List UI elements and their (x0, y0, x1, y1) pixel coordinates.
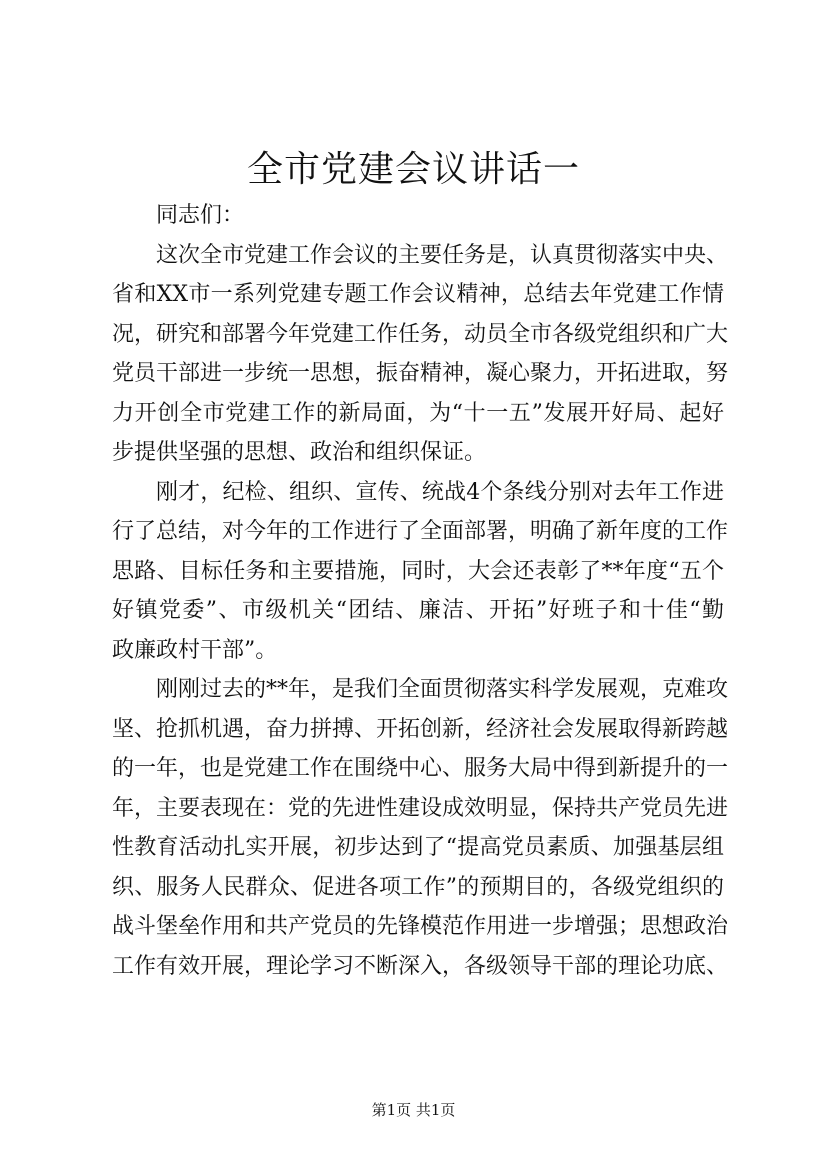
paragraph-line: 力开创全市党建工作的新局面，为“十一五”发展开好局、起好 (112, 400, 724, 426)
paragraph-line: 行了总结，对今年的工作进行了全面部署，明确了新年度的工作 (112, 519, 729, 544)
paragraph-line: 政廉政村干部”。 (112, 637, 278, 663)
paragraph-line: 步提供坚强的思想、政治和组织保证。 (112, 440, 487, 465)
document-body (112, 196, 729, 986)
paragraph-line: 况，研究和部署今年党建工作任务，动员全市各级党组织和广大 (112, 321, 729, 347)
salutation-line: 同志们： (156, 203, 245, 228)
paragraph-line: 党员干部进一步统一思想，振奋精神，凝心聚力，开拓进取，努 (112, 361, 729, 386)
document-title: 全市党建会议讲话一 (246, 149, 580, 190)
paragraph-line: 战斗堡垒作用和共产党员的先锋模范作用进一步增强；思想政治 (112, 914, 729, 939)
paragraph-line: 性教育活动扎实开展，初步达到了“提高党员素质、加强基层组 (112, 835, 724, 860)
paragraph-line: 刚刚过去的**年，是我们全面贯彻落实科学发展观，克难攻 (156, 677, 729, 702)
page-footer: 第1页 共1页 (371, 1101, 456, 1119)
paragraph-line: 年，主要表现在：党的先进性建设成效明显，保持共产党员先进 (112, 795, 729, 821)
paragraph-line: 刚才，纪检、组织、宣传、统战4个条线分别对去年工作进 (156, 479, 724, 505)
paragraph-line: 思路、目标任务和主要措施，同时，大会还表彰了**年度“五个 (112, 558, 724, 584)
paragraph-line: 这次全市党建工作会议的主要任务是，认真贯彻落实中央、 (156, 242, 729, 268)
paragraph-line: 的一年，也是党建工作在围绕中心、服务大局中得到新提升的一 (112, 756, 729, 781)
paragraph-line: 织、服务人民群众、促进各项工作”的预期目的，各级党组织的 (112, 874, 724, 900)
paragraph-line: 坚、抢抓机遇，奋力拼搏、开拓创新，经济社会发展取得新跨越 (112, 716, 729, 742)
paragraph-line: 工作有效开展，理论学习不断深入，各级领导干部的理论功底、 (112, 953, 729, 979)
paragraph-line: 好镇党委”、市级机关“团结、廉洁、开拓”好班子和十佳“勤 (112, 598, 724, 623)
paragraph-line: 省和XX市一系列党建专题工作会议精神，总结去年党建工作情 (112, 282, 724, 307)
